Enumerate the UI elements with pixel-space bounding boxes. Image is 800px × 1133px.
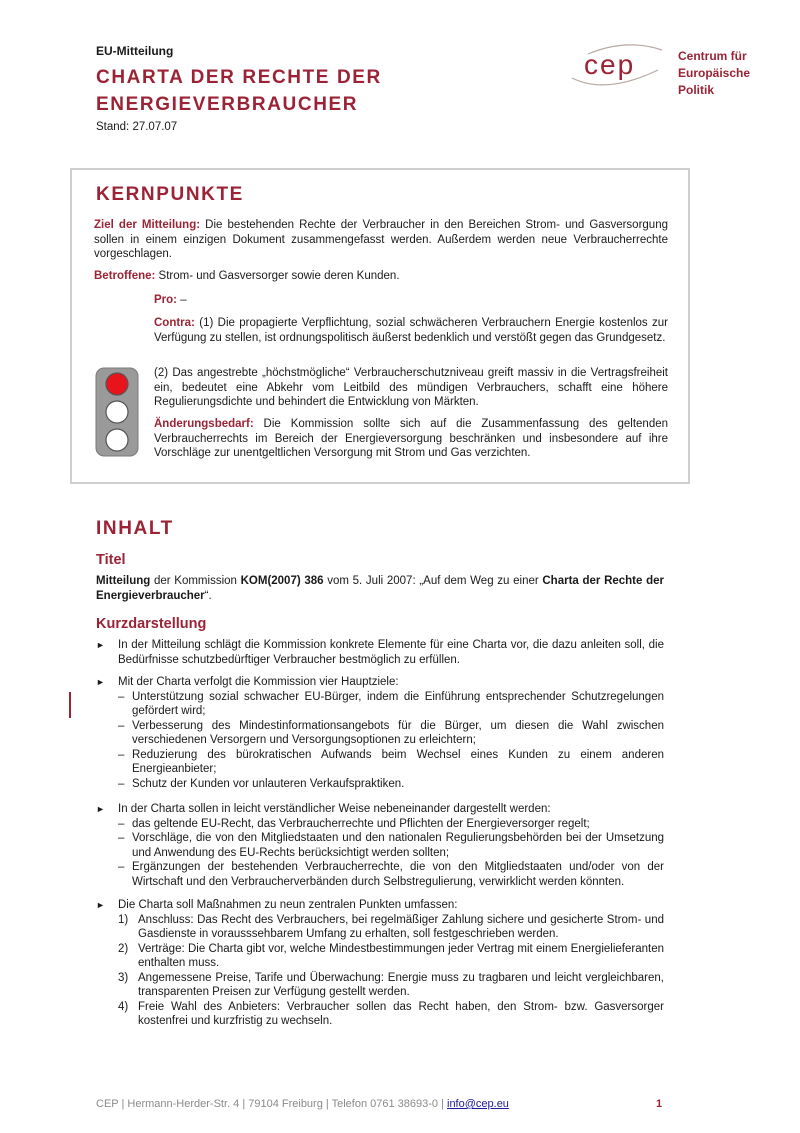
numbered-item: 2) Verträge: Die Charta gibt vor, welche Mindestbestimmungen jeder Vertrag mit einem Energielieferanten enthalten muss.: [118, 942, 664, 969]
contra-text: (1) Die propagierte Verpflichtung, sozial schwächeren Verbrauchern Energie kostenlos zur Verfügung zu stellen, ist ordnungspolitisch äußerst bedenklich und verstößt gegen das Grundgesetz.: [154, 317, 668, 344]
sub-item: – Vorschläge, die von den Mitgliedstaaten und den nationalen Regulierungsbehörden bei der Umsetzung und Anwendung des EU-Rechts berücksichtigt werden sollten;: [118, 832, 664, 859]
margin-marker: [69, 692, 71, 718]
bullet-text: Mit der Charta verfolgt die Kommission vier Hauptziele:: [118, 676, 399, 688]
ziel-paragraph: [94, 218, 668, 262]
footer-email-link[interactable]: info@cep.eu: [447, 1098, 509, 1110]
title-line-1: CHARTA DER RECHTE DER: [96, 67, 382, 88]
list-item: [96, 638, 664, 667]
titel-heading: Titel: [96, 552, 126, 568]
inhalt-title: INHALT: [96, 518, 174, 539]
contra-label: Contra:: [154, 317, 195, 329]
betroffene-text: Strom- und Gasversorger sowie deren Kunden.: [155, 270, 400, 282]
bullet-text: Die Charta soll Maßnahmen zu neun zentralen Punkten umfassen:: [118, 899, 458, 911]
titel-paragraph: [96, 574, 664, 603]
aenderungsbedarf-label: Änderungsbedarf:: [154, 418, 254, 430]
contra-2-paragraph: (2) Das angestrebte „höchstmögliche“ Verbraucherschutzniveau greift massiv in die Vertragsfreiheit ein, bedeutet eine Abkehr vom Leitbild des mündigen Verbrauchers, schafft eine höhere Regulierungsdichte und behindert die Entwicklung von Märkten.: [154, 367, 668, 408]
cep-logo-text: cep: [584, 49, 636, 80]
titel-part-4: vom 5. Juli 2007: „Auf dem Weg zu einer: [323, 575, 543, 587]
title-line-2: ENERGIEVERBRAUCHER: [96, 94, 359, 115]
numbered-item: 3) Angemessene Preise, Tarife und Überwachung: Energie muss zu tragbaren und leicht vergleichbaren, transparenten Preisen zur Verfügung gestellt werden.: [118, 971, 664, 998]
pro-paragraph: [154, 293, 668, 308]
sub-item: – Verbesserung des Mindestinformationsangebots für die Bürger, um diesen die Wahl zwischen verschiedenen Versorgern und Versorgungsoptionen zu erleichtern;: [118, 719, 664, 746]
aenderungsbedarf-paragraph: [154, 417, 668, 461]
bullet-text: In der Mitteilung schlägt die Kommission konkrete Elemente für eine Charta vor, die dazu anleiten soll, die Bedürfnisse schutzbedürftiger Verbraucher bestmöglich zu erfüllen.: [118, 639, 664, 666]
sub-item: – Reduzierung des bürokratischen Aufwands beim Wechsel eines Kunden zu einem anderen Energieanbieter;: [118, 748, 664, 775]
sub-item: – Schutz der Kunden vor unlauteren Verkaufspraktiken.: [118, 777, 405, 790]
list-item: [96, 675, 664, 791]
traffic-light-red-lamp: [106, 373, 128, 395]
traffic-light-yellow-lamp: [106, 401, 128, 423]
betroffene-paragraph: [94, 269, 668, 284]
pro-text: –: [177, 294, 187, 306]
bullet-text: In der Charta sollen in leicht verständlicher Weise nebeneinander dargestellt werden:: [118, 803, 551, 815]
pro-label: Pro:: [154, 294, 177, 306]
titel-part-3: KOM(2007) 386: [240, 575, 324, 587]
aenderungsbedarf-text: Die Kommission sollte sich auf die Zusammenfassung des geltenden Verbraucherrechts im Bereich der Energieversorgung beschränken und insbesondere auf ihre Vorschläge zur unentgeltlichen Versorgung mit Strom und Gas verzichten.: [154, 418, 668, 459]
traffic-light-green-lamp: [106, 429, 128, 451]
titel-part-1: Mitteilung: [96, 575, 151, 587]
ziel-label: Ziel der Mitteilung:: [94, 219, 201, 231]
titel-part-6: “.: [204, 589, 212, 602]
kernpunkte-title: KERNPUNKTE: [96, 184, 244, 205]
document-date: Stand: 27.07.07: [96, 121, 178, 133]
kurzdarstellung-heading: Kurzdarstellung: [96, 616, 207, 632]
bullet-arrow-icon: ►: [96, 804, 105, 814]
sub-item: – Ergänzungen der bestehenden Verbraucherrechte, die von den Mitgliedstaaten und/oder von der Wirtschaft und den Verbraucherverbänden durch Selbstregulierung, verwirklicht werden könnten.: [118, 861, 664, 888]
footer: [96, 1097, 509, 1112]
org-line-2: Europäische: [678, 66, 751, 80]
bullet-arrow-icon: ►: [96, 640, 105, 650]
page-number: 1: [656, 1098, 663, 1110]
page-title: [96, 64, 382, 118]
document-type: EU-Mitteilung: [96, 44, 174, 58]
organization-name: [678, 48, 750, 99]
sub-item: – das geltende EU-Recht, das Verbraucherrechte und Pflichten der Energieversorger regelt;: [118, 817, 590, 830]
numbered-item: 4) Freie Wahl des Anbieters: Verbraucher sollen das Recht haben, den Strom- bzw. Gasversorger kostenfrei und kurzfristig zu wechseln.: [118, 1000, 664, 1027]
titel-part-2: der Kommission: [150, 575, 241, 587]
numbered-item: 1) Anschluss: Das Recht des Verbrauchers, bei regelmäßiger Zahlung sichere und gesicherte Strom- und Gasdienste in vorausssehbarem Umfang zu erhalten, soll festgeschrieben werden.: [118, 913, 664, 940]
org-line-3: Politik: [678, 83, 715, 97]
list-item: [96, 802, 664, 889]
contra-paragraph: [154, 316, 668, 345]
list-item: [96, 898, 664, 1029]
org-line-1: Centrum für: [678, 49, 747, 63]
bullet-arrow-icon: ►: [96, 900, 105, 910]
traffic-light-icon: [95, 367, 139, 457]
kernpunkte-box: [70, 168, 690, 484]
sub-item: – Unterstützung sozial schwacher EU-Bürger, indem die Einführung entsprechender Schutzregelungen gefördert wird;: [118, 690, 664, 717]
footer-address: CEP | Hermann-Herder-Str. 4 | 79104 Freiburg | Telefon 0761 38693-0 |: [96, 1098, 447, 1110]
betroffene-label: Betroffene:: [94, 270, 156, 282]
ziel-text: Die bestehenden Rechte der Verbraucher in den Bereichen Strom- und Gasversorgung sollen in einem einzigen Dokument zusammengefasst werden. Außerdem werden neue Verbraucherrechte vorgeschlagen.: [94, 219, 668, 260]
titel-part-5: Charta der Rechte der Energieverbraucher: [96, 575, 664, 602]
bullet-arrow-icon: ►: [96, 677, 105, 687]
